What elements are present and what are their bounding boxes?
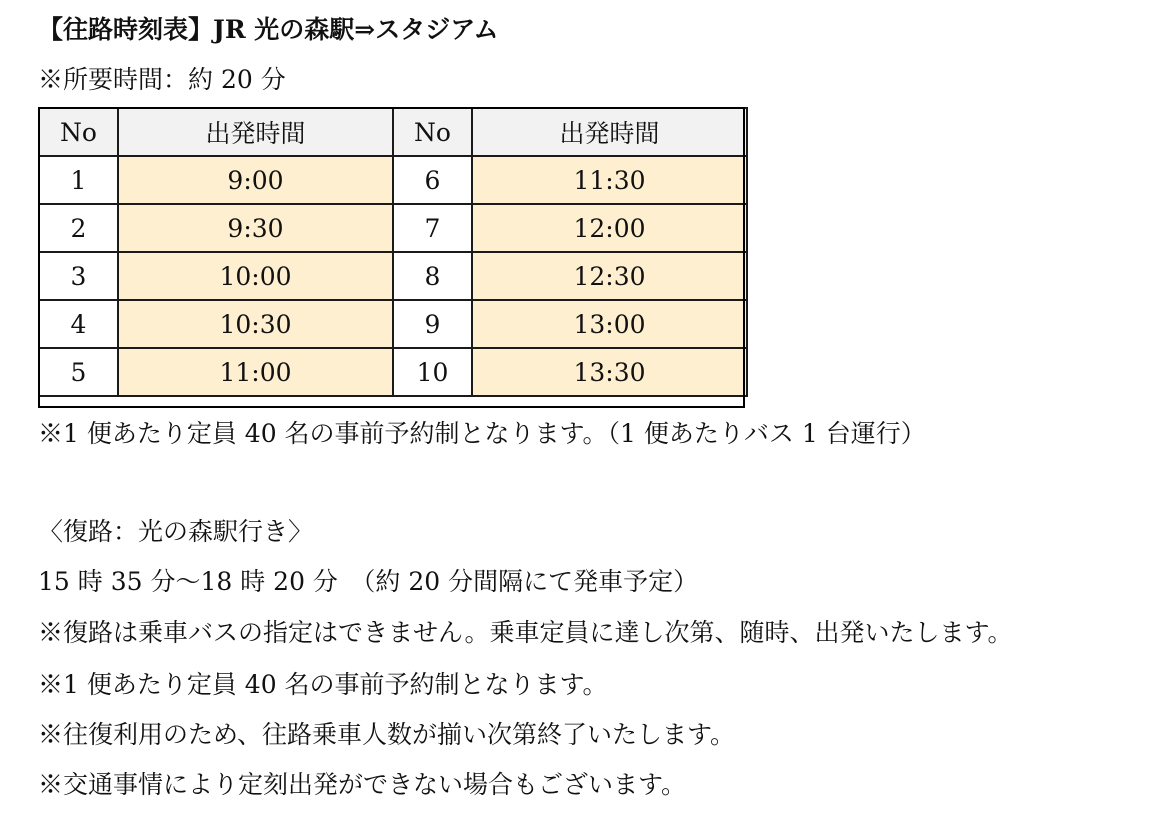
- row-time-right: 11:30: [472, 156, 747, 204]
- row-time-left: 9:30: [118, 204, 393, 252]
- table-row: [39, 300, 747, 348]
- row-time-right: 12:00: [472, 204, 747, 252]
- header-time-left: 出発時間: [118, 108, 393, 156]
- row-no-right: 7: [393, 204, 472, 252]
- row-no-right: 6: [393, 156, 472, 204]
- note-item: ※往復利用のため、往路乗車人数が揃い次第終了いたします。: [38, 720, 736, 749]
- row-time-right: 13:00: [472, 300, 747, 348]
- row-time-right: 12:30: [472, 252, 747, 300]
- row-no-right: 10: [393, 348, 472, 396]
- note-item: ※交通事情により定刻出発ができない場合もございます。: [38, 770, 687, 799]
- note-item: ※1 便あたり定員 40 名の事前予約制となります。: [38, 670, 608, 699]
- table-row: [39, 156, 747, 204]
- row-no-left: 3: [39, 252, 118, 300]
- row-no-right: 9: [393, 300, 472, 348]
- row-no-left: 2: [39, 204, 118, 252]
- table-row: [39, 204, 747, 252]
- row-time-right: 13:30: [472, 348, 747, 396]
- row-no-left: 5: [39, 348, 118, 396]
- row-time-left: 10:00: [118, 252, 393, 300]
- row-time-left: 11:00: [118, 348, 393, 396]
- row-time-left: 10:30: [118, 300, 393, 348]
- duration-note: ※所要時間：約 20 分: [38, 65, 286, 94]
- header-time-right: 出発時間: [472, 108, 747, 156]
- table-row: [39, 348, 747, 396]
- table-row: [39, 252, 747, 300]
- page-title: 【往路時刻表】JR 光の森駅⇒スタジアム: [38, 15, 499, 44]
- note-item: ※復路は乗車バスの指定はできません。乗車定員に達し次第、随時、出発いたします。: [38, 618, 1013, 647]
- departure-timetable: [38, 107, 748, 397]
- row-no-right: 8: [393, 252, 472, 300]
- table-header-row: [39, 108, 747, 156]
- row-no-left: 4: [39, 300, 118, 348]
- row-time-left: 9:00: [118, 156, 393, 204]
- header-no-left: No: [39, 108, 118, 156]
- capacity-note: ※1 便あたり定員 40 名の事前予約制となります。（1 便あたりバス 1 台運行）: [38, 419, 926, 448]
- header-no-right: No: [393, 108, 472, 156]
- return-route-heading: 〈復路：光の森駅行き〉: [38, 517, 314, 546]
- row-no-left: 1: [39, 156, 118, 204]
- return-time-range: 15 時 35 分～18 時 20 分 （約 20 分間隔にて発車予定）: [38, 567, 699, 596]
